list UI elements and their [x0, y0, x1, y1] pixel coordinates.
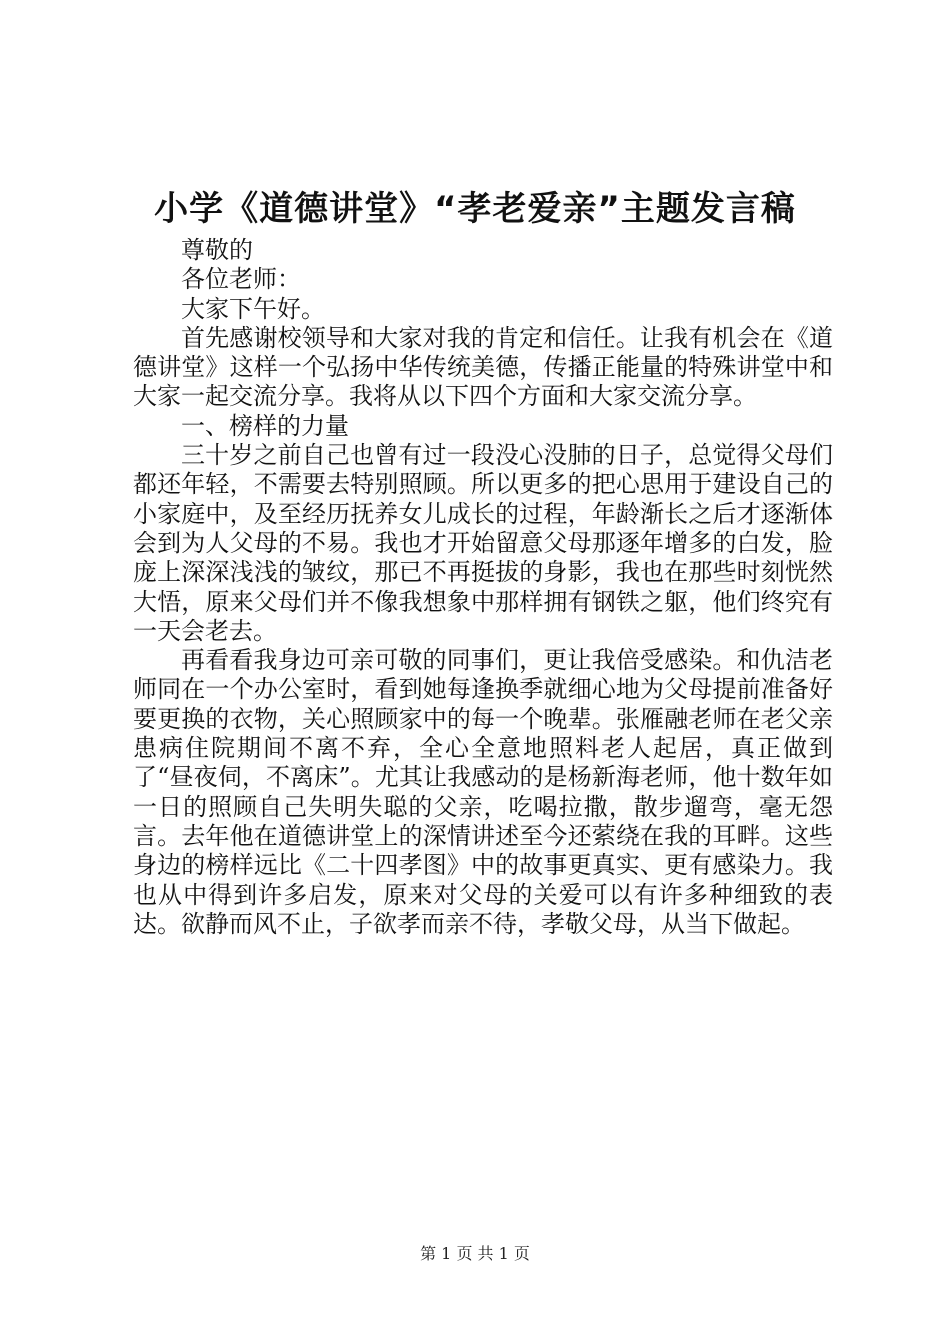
document-title: 小学《道德讲堂》“孝老爱亲”主题发言稿 [154, 189, 796, 229]
page-footer: 第 1 页 共 1 页 [420, 1244, 530, 1263]
document-body [133, 236, 833, 939]
salutation-line-1: 尊敬的 [181, 236, 253, 264]
body-paragraph: 三十岁之前自己也曾有过一段没心没肺的日子，总觉得父母们都还年轻，不需要去特别照顾。所以更多的把心思用于建设自己的小家庭中，及至经历抚养女儿成长的过程，年龄渐长之后才逐渐体会到为人父母的不易。我也才开始留意父母那逐年增多的白发，脸庞上深深浅浅的皱纹，那已不再挺拔的身影，我也在那些时刻恍然大悟，原来父母们并不像我想象中那样拥有钢铁之躯，他们终究有一天会老去。 [133, 441, 833, 645]
section-heading: 一、榜样的力量 [181, 411, 349, 440]
intro-paragraph: 首先感谢校领导和大家对我的肯定和信任。让我有机会在《道德讲堂》这样一个弘扬中华传统美德，传播正能量的特殊讲堂中和大家一起交流分享。我将从以下四个方面和大家交流分享。 [133, 323, 833, 411]
salutation-line-2: 各位老师： [181, 265, 301, 294]
greeting: 大家下午好。 [181, 294, 325, 323]
body-paragraph: 再看看我身边可亲可敬的同事们，更让我倍受感染。和仇洁老师同在一个办公室时，看到她每逢换季就细心地为父母提前准备好要更换的衣物，关心照顾家中的每一个晚辈。张雁融老师在老父亲患病住院期间不离不弃，全心全意地照料老人起居，真正做到了“昼夜伺，不离床”。尤其让我感动的是杨新海老师，他十数年如一日的照顾自己失明失聪的父亲，吃喝拉撒，散步遛弯，毫无怨言。去年他在道德讲堂上的深情讲述至今还萦绕在我的耳畔。这些身边的榜样远比《二十四孝图》中的故事更真实、更有感染力。我也从中得到许多启发，原来对父母的关爱可以有许多种细致的表达。欲静而风不止，子欲孝而亲不待，孝敬父母，从当下做起。 [133, 646, 833, 938]
